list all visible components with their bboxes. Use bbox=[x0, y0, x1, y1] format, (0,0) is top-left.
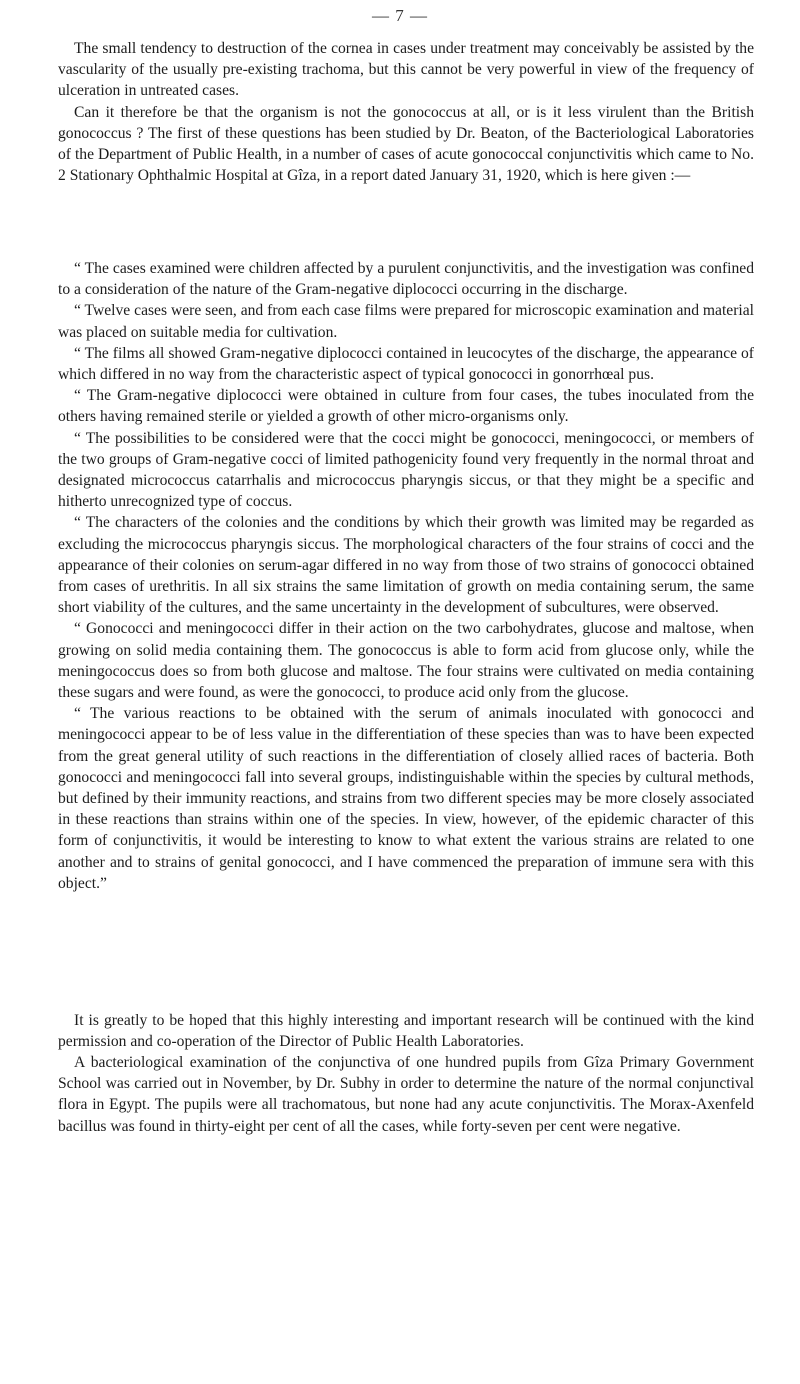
paragraph-bacteriological-examination: A bacteriological examination of the conjunctiva of one hundred pupils from Gîza Primary Government School was carried out in November, by Dr. Subhy in order to determine the nature of the normal conjunctival flora in Egypt. The pupils were all trachomatous, but none had any acute conjunctivitis. The Morax-Axenfeld bacillus was found in thirty-eight per cent of all the cases, while forty-seven per cent were negative. bbox=[58, 1054, 754, 1135]
paragraph-organism-question: Can it therefore be that the organism is not the gonococcus at all, or is it less virulent than the British gonococcus ? The first of these questions has been studied by Dr. Beaton, of the Bacteriological Laboratories of the Department of Public Health, in a number of cases of acute gonococcal conjunctivitis which came to No. 2 Stationary Ophthalmic Hospital at Gîza, in a report dated January 31, 1920, which is here given :— bbox=[58, 103, 754, 185]
page-number: — 7 — bbox=[372, 6, 428, 25]
report-quotation bbox=[58, 258, 754, 894]
final-section bbox=[58, 1052, 754, 1137]
closing-section bbox=[58, 1010, 754, 1052]
report-paragraph-culture: “ The Gram-negative diplococci were obtained in culture from four cases, the tubes inoculated from the others having remained sterile or yielded a growth of other micro-organisms only. bbox=[58, 387, 754, 426]
intro-section bbox=[58, 38, 754, 186]
report-paragraph-cases-examined: “ The cases examined were children affected by a purulent conjunctivitis, and the investigation was confined to a consideration of the nature of the Gram-negative diplococci occurring in the discharge. bbox=[58, 260, 754, 299]
paragraph-research-hope: It is greatly to be hoped that this highly interesting and important research will be continued with the kind permission and co-operation of the Director of Public Health Laboratories. bbox=[58, 1012, 754, 1051]
paragraph-cornea-tendency: The small tendency to destruction of the cornea in cases under treatment may conceivably be assisted by the vascularity of the usually pre-existing trachoma, but this cannot be very powerful in view of the frequency of ulceration in untreated cases. bbox=[58, 40, 754, 100]
report-paragraph-films: “ The films all showed Gram-negative diplococci contained in leucocytes of the discharge, the appearance of which differed in no way from the characteristic aspect of typical gonococci in gonorrhœal pus. bbox=[58, 344, 754, 384]
report-paragraph-twelve-cases: “ Twelve cases were seen, and from each case films were prepared for microscopic examination and material was placed on suitable media for cultivation. bbox=[58, 302, 754, 341]
report-paragraph-carbohydrates: “ Gonococci and meningococci differ in their action on the two carbohydrates, glucose and maltose, when growing on solid media containing them. The gonococcus is able to form acid from glucose only, while the meningococcus does so from both glucose and maltose. The four strains were cultivated on media containing these sugars and were found, as were the gonococci, to produce acid only from the glucose. bbox=[58, 620, 754, 702]
report-paragraph-serum-reactions: “ The various reactions to be obtained with the serum of animals inoculated with gonococci and meningococci appear to be of less value in the differentiation of these species than was to have been expected from the great general utility of such reactions in the differentiation of closely allied races of bacteria. Both gonococci and meningococci fall into several groups, indistinguishable within the species by cultural methods, but defined by their immunity reactions, and strains from two different species may be more closely associated in these reactions than strains within one of the species. In view, however, of the epidemic character of this form of conjunctivitis, it would be interesting to know to what extent the various strains are related to one another and to strains of genital gonococci, and I have commenced the preparation of immune sera with this object.” bbox=[58, 705, 754, 892]
report-paragraph-possibilities: “ The possibilities to be considered were that the cocci might be gonococci, meningococci, or members of the two groups of Gram-negative cocci of limited pathogenicity found very frequently in the normal throat and designated micrococcus catarrhalis and micrococcus pharyngis siccus, or that they might be a specific and hitherto unrecognized type of coccus. bbox=[58, 429, 754, 511]
report-paragraph-colonies: “ The characters of the colonies and the conditions by which their growth was limited may be regarded as excluding the micrococcus pharyngis siccus. The morphological characters of the four strains of cocci and the appearance of their colonies on serum-agar differed in no way from those of two strains of gonococci obtained from cases of urethritis. In all six strains the same limitation of growth on media containing serum, the same short viability of the cultures, and the same uncertainty in the development of subcultures, were observed. bbox=[58, 514, 754, 617]
